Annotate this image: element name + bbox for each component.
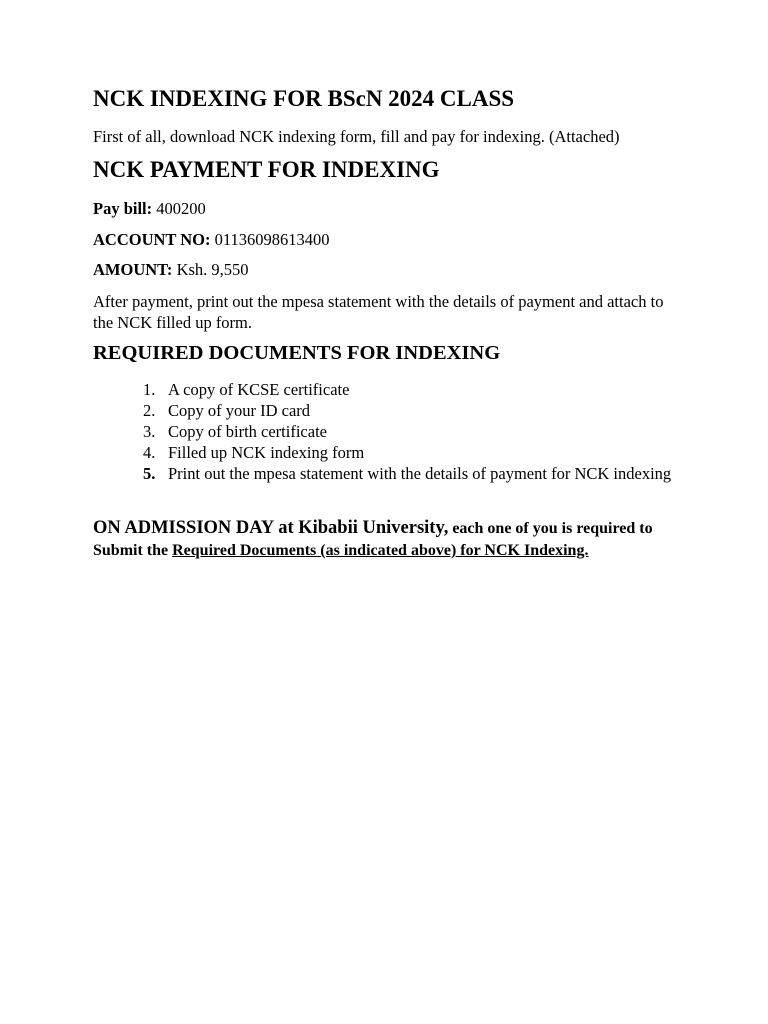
document-title: NCK INDEXING FOR BScN 2024 CLASS [93,86,515,111]
amount-line [93,260,249,280]
list-item-number: 4. [143,443,156,462]
documents-heading: REQUIRED DOCUMENTS FOR INDEXING [93,342,501,364]
amount-label: AMOUNT: [93,260,173,279]
admission-notice [93,517,678,562]
documents-list [93,379,673,484]
intro-text: First of all, download NCK indexing form, fill and pay for indexing. (Attached) [93,127,620,146]
list-item-text: A copy of KCSE certificate [168,380,350,399]
account-line [93,230,330,250]
paybill-line [93,199,206,219]
account-label: ACCOUNT NO: [93,230,211,249]
list-item-text: Copy of your ID card [168,401,311,420]
payment-heading: NCK PAYMENT FOR INDEXING [93,157,440,182]
list-item [93,421,673,442]
list-item-text: Filled up NCK indexing form [168,443,365,462]
list-item-number: 3. [143,422,156,441]
admission-middle: each one of you is required to Submit the [93,520,653,559]
list-item [93,463,673,484]
paybill-value: 400200 [156,199,206,218]
list-item-text: Copy of birth certificate [168,422,327,441]
after-payment-text: After payment, print out the mpesa statement with the details of payment and attach to the NCK filled up form. [93,292,664,332]
list-item [93,442,673,463]
admission-underlined: Required Documents (as indicated above) for NCK Indexing. [172,542,589,559]
amount-value: Ksh. 9,550 [176,260,249,279]
list-item [93,379,673,400]
account-value: 01136098613400 [214,230,330,249]
list-item-text: Print out the mpesa statement with the details of payment for NCK indexing [168,464,672,483]
list-item-number: 2. [143,401,156,420]
admission-lead: ON ADMISSION DAY at Kibabii University, [93,518,449,538]
list-item [93,400,673,421]
list-item-number: 5. [143,464,156,483]
paybill-label: Pay bill: [93,199,153,218]
list-item-number: 1. [143,380,156,399]
